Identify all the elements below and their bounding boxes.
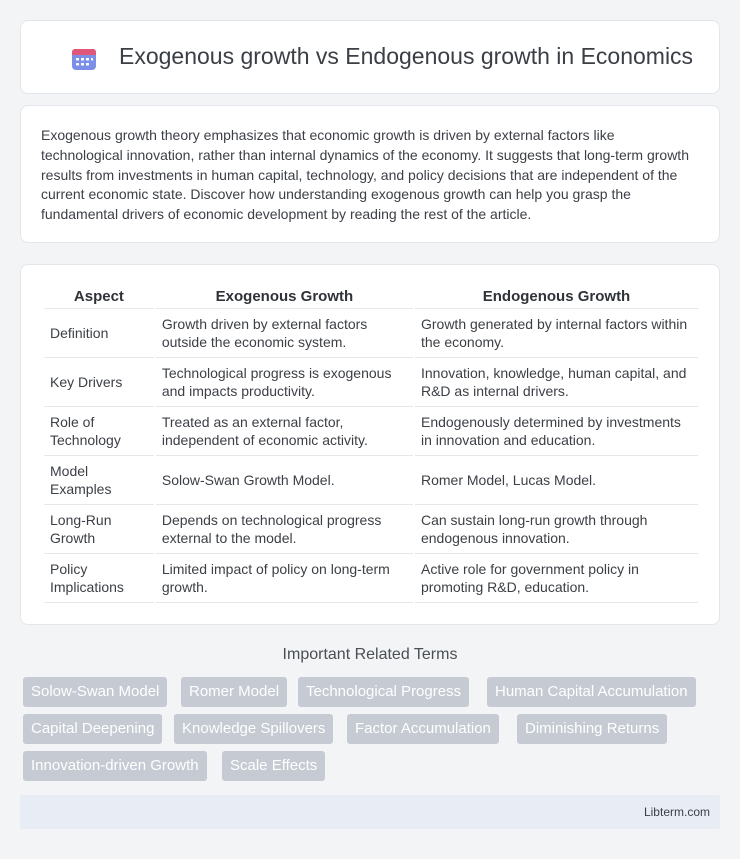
related-term-tag[interactable]: Innovation-driven Growth [23,751,207,781]
related-term-tag[interactable]: Technological Progress [298,677,469,707]
row-endogenous: Romer Model, Lucas Model. [415,456,698,505]
row-endogenous: Active role for government policy in promoting R&D, education. [415,554,698,603]
related-term-tag[interactable]: Knowledge Spillovers [174,714,333,744]
related-term-tag[interactable]: Human Capital Accumulation [487,677,696,707]
column-header-endogenous: Endogenous Growth [415,283,698,309]
table-row [44,407,698,456]
table-row [44,309,698,358]
page-title: Exogenous growth vs Endogenous growth in Economics [119,43,694,69]
row-exogenous: Technological progress is exogenous and impacts productivity. [156,358,413,407]
row-exogenous: Solow-Swan Growth Model. [156,456,413,505]
table-row [44,505,698,554]
footer [20,795,720,829]
column-header-exogenous: Exogenous Growth [156,283,413,309]
intro-paragraph: Exogenous growth theory emphasizes that economic growth is driven by external factors like technological innovation, rather than internal dynamics of the economy. It suggests that long-term growth results from investments in human capital, technology, and policy decisions that are independent of the current economic state. Discover how understanding exogenous growth can help you grasp the fundamental drivers of economic development by reading the rest of the article. [41,127,689,223]
calendar-icon [71,47,97,71]
row-aspect: Model Examples [44,456,154,505]
table-row [44,554,698,603]
row-aspect: Key Drivers [44,358,154,407]
comparison-card [20,264,720,625]
table-header-row [44,283,698,309]
row-endogenous: Innovation, knowledge, human capital, and R&D as internal drivers. [415,358,698,407]
row-exogenous: Treated as an external factor, independent of economic activity. [156,407,413,456]
related-term-tag[interactable]: Diminishing Returns [517,714,667,744]
row-exogenous: Growth driven by external factors outside the economic system. [156,309,413,358]
column-header-aspect: Aspect [44,283,154,309]
related-term-tag[interactable]: Capital Deepening [23,714,162,744]
row-exogenous: Depends on technological progress external to the model. [156,505,413,554]
row-endogenous: Endogenously determined by investments in innovation and education. [415,407,698,456]
table-row [44,358,698,407]
footer-site-name: Libterm.com [643,805,710,819]
comparison-table [42,283,700,603]
related-term-tag[interactable]: Scale Effects [222,751,325,781]
intro-card [20,105,720,243]
header-card [20,20,720,94]
row-aspect: Definition [44,309,154,358]
related-terms-title: Important Related Terms [282,646,458,663]
related-term-tag[interactable]: Solow-Swan Model [23,677,167,707]
row-endogenous: Growth generated by internal factors within the economy. [415,309,698,358]
related-term-tag[interactable]: Romer Model [181,677,287,707]
row-exogenous: Limited impact of policy on long-term growth. [156,554,413,603]
related-term-tag[interactable]: Factor Accumulation [347,714,499,744]
table-row [44,456,698,505]
row-aspect: Long-Run Growth [44,505,154,554]
row-endogenous: Can sustain long-run growth through endogenous innovation. [415,505,698,554]
row-aspect: Policy Implications [44,554,154,603]
row-aspect: Role of Technology [44,407,154,456]
